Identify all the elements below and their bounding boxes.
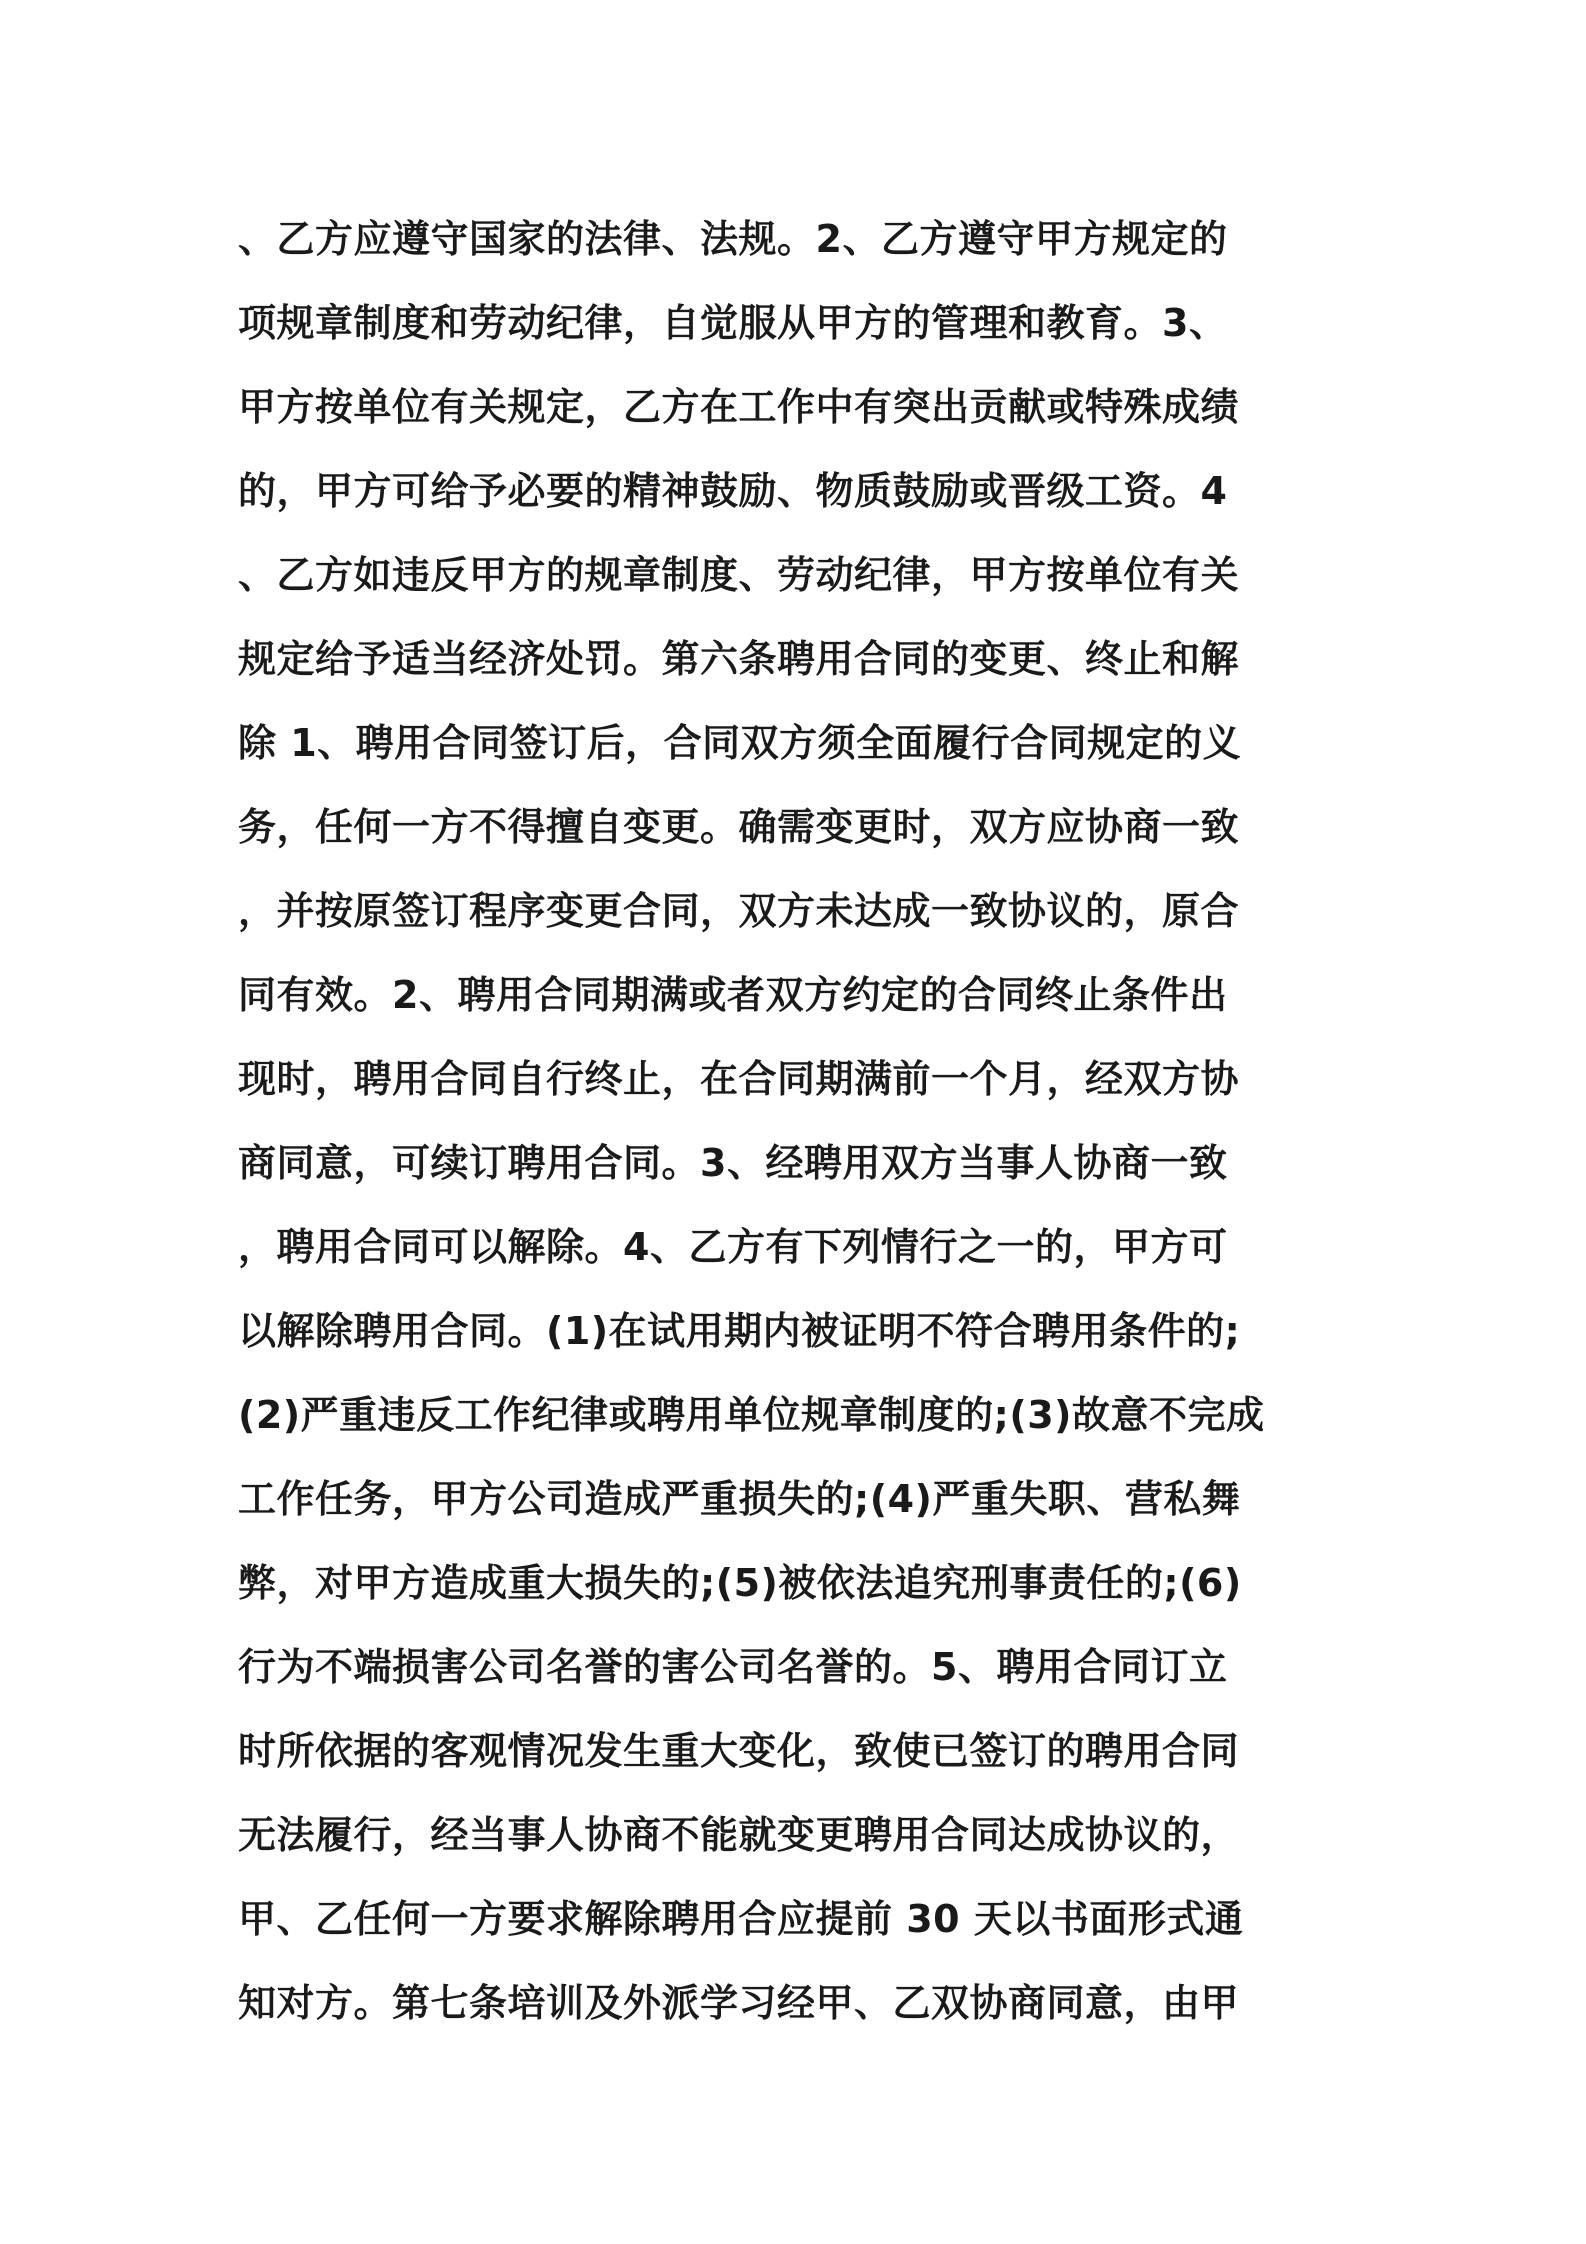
text-line: 项规章制度和劳动纪律，自觉服从甲方的管理和教育。3、 [238, 301, 1228, 345]
text-line: ，聘用合同可以解除。4、乙方有下列情行之一的，甲方可 [238, 1225, 1228, 1269]
text-line: 除 1、聘用合同签订后，合同双方须全面履行合同规定的义 [238, 721, 1242, 765]
text-line: 务，任何一方不得擅自变更。确需变更时，双方应协商一致 [238, 805, 1240, 849]
text-line: 无法履行，经当事人协商不能就变更聘用合同达成协议的， [238, 1813, 1240, 1857]
text-line: 甲方按单位有关规定，乙方在工作中有突出贡献或特殊成绩 [238, 385, 1240, 429]
text-line: 商同意，可续订聘用合同。3、经聘用双方当事人协商一致 [238, 1141, 1228, 1185]
text-line: (2)严重违反工作纪律或聘用单位规章制度的;(3)故意不完成 [238, 1393, 1265, 1437]
text-line: ，并按原签订程序变更合同，双方未达成一致协议的，原合 [238, 889, 1240, 933]
text-line: 的，甲方可给予必要的精神鼓励、物质鼓励或晋级工资。4 [238, 469, 1228, 513]
text-line: 现时，聘用合同自行终止，在合同期满前一个月，经双方协 [238, 1057, 1240, 1101]
text-line: 弊，对甲方造成重大损失的;(5)被依法追究刑事责任的;(6) [238, 1561, 1242, 1605]
text-line: 规定给予适当经济处罚。第六条聘用合同的变更、终止和解 [238, 637, 1240, 681]
text-line: 知对方。第七条培训及外派学习经甲、乙双协商同意，由甲 [238, 1981, 1240, 2025]
text-line: 工作任务，甲方公司造成严重损失的;(4)严重失职、营私舞 [238, 1477, 1241, 1521]
text-line: 同有效。2、聘用合同期满或者双方约定的合同终止条件出 [238, 973, 1228, 1017]
document-body [238, 197, 1353, 2045]
text-line: 以解除聘用合同。(1)在试用期内被证明不符合聘用条件的; [238, 1309, 1241, 1353]
text-line: 行为不端损害公司名誉的害公司名誉的。5、聘用合同订立 [238, 1645, 1228, 1689]
text-line: 甲、乙任何一方要求解除聘用合应提前 30 天以书面形式通 [238, 1897, 1244, 1941]
text-line: 、乙方应遵守国家的法律、法规。2、乙方遵守甲方规定的 [238, 217, 1228, 261]
text-line: 时所依据的客观情况发生重大变化，致使已签订的聘用合同 [238, 1729, 1240, 1773]
text-line: 、乙方如违反甲方的规章制度、劳动纪律，甲方按单位有关 [238, 553, 1240, 597]
